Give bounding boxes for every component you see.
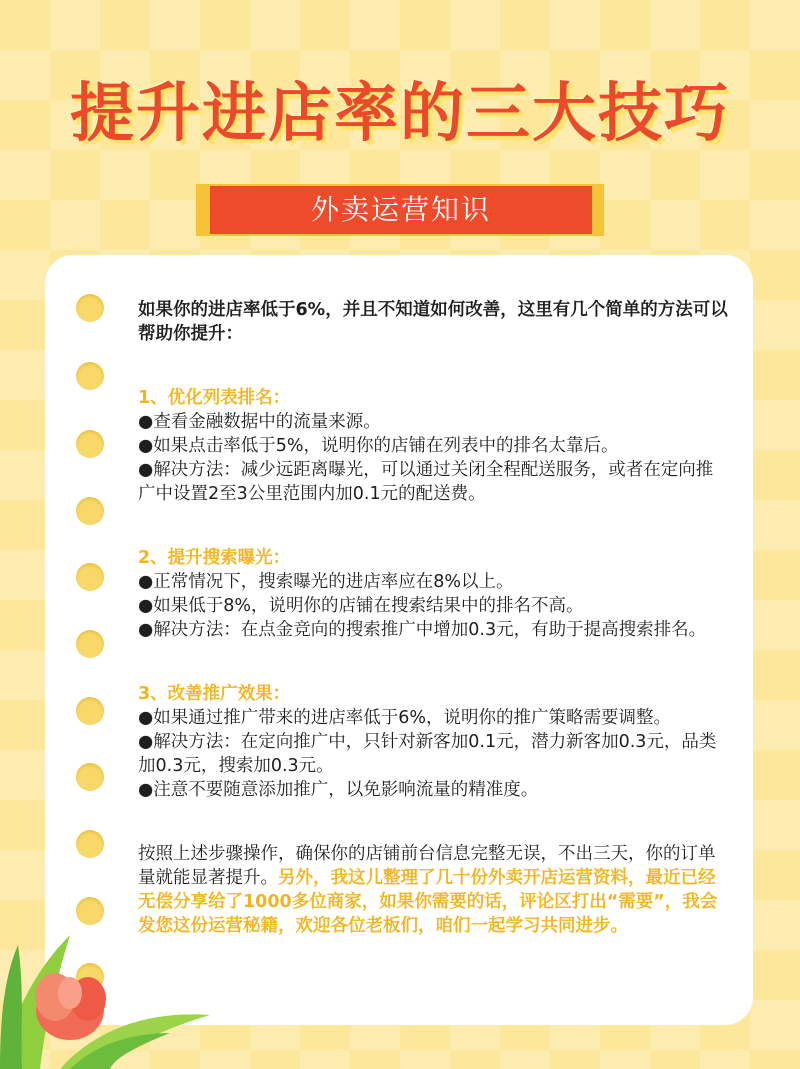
bullet-item: ●解决方法：在定向推广中，只针对新客加0.1元，潜力新客加0.3元，品类加0.3元，搜索加0.3元。 [138,732,717,776]
ring-hole-icon [76,294,104,322]
bullet-item: ●查看金融数据中的流量来源。 [138,412,381,432]
ring-hole-icon [76,497,104,525]
ring-hole-icon [76,630,104,658]
ring-hole-icon [76,362,104,390]
ring-hole-icon [76,430,104,458]
subtitle-banner: 外卖运营知识 [210,186,592,234]
bullet-item: ●正常情况下，搜索曝光的进店率应在8%以上。 [138,572,514,592]
bullet-item: ●解决方法：在点金竞向的搜索推广中增加0.3元，有助于提高搜索排名。 [138,620,707,640]
bullet-item: ●如果通过推广带来的进店率低于6%，说明你的推广策略需要调整。 [138,708,672,728]
bullet-item: ●如果低于8%，说明你的店铺在搜索结果中的排名不高。 [138,596,584,616]
closing-highlight: 另外，我这儿整理了几十份外卖开店运营资料，最近已经无偿分享给了1000多位商家，如果你需要的话，评论区打出“需要”，我会发您这份运营秘籍，欢迎各位老板们，咱们一起学习共同进步。 [138,868,718,936]
bullet-item: ●如果点击率低于5%，说明你的店铺在列表中的排名太靠后。 [138,436,619,456]
section-title: 3、改善推广效果： [138,684,291,704]
intro-text: 如果你的进店率低于6%，并且不知道如何改善，这里有几个简单的方法可以帮助你提升： [138,300,728,344]
section-title: 2、提升搜索曝光： [138,548,291,568]
tulip-leaves-icon [0,915,220,1069]
ring-hole-icon [76,697,104,725]
page-title: 提升进店率的三大技巧 [70,77,730,151]
ring-hole-icon [76,763,104,791]
closing-text: 按照上述步骤操作，确保你的店铺前台信息完整无误，不出三天，你的订单量就能显著提升。 [138,844,716,888]
bullet-item: ●注意不要随意添加推广，以免影响流量的精准度。 [138,780,539,800]
bullet-item: ●解决方法：减少远距离曝光，可以通过关闭全程配送服务，或者在定向推广中设置2至3公里范围内加0.1元的配送费。 [138,460,714,504]
ring-hole-icon [76,563,104,591]
section-title: 1、优化列表排名： [138,388,291,408]
closing-paragraph [138,842,728,938]
article-body [138,298,728,938]
ring-hole-icon [76,830,104,858]
